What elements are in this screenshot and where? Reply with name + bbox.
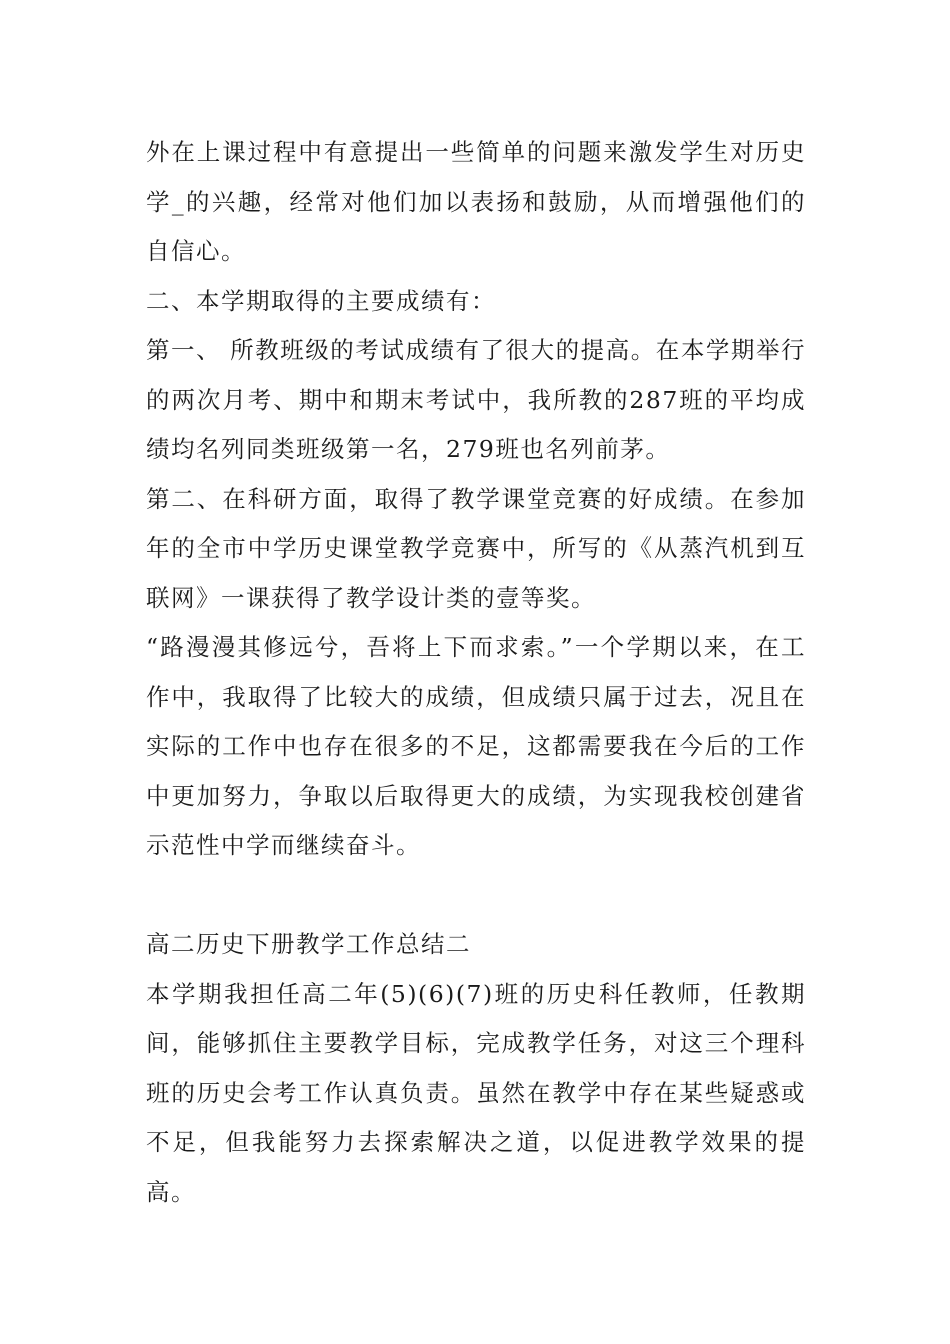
paragraph-achievements-heading: 二、本学期取得的主要成绩有： xyxy=(146,286,496,315)
section-title: 高二历史下册教学工作总结二 xyxy=(146,930,471,958)
paragraph-first-achievement: 第一、 所教班级的考试成绩有了很大的提高。在本学期举行的两次月考、期中和期末考试中，我所教的287班的平均成绩均名列同类班级第一名，279班也名列前茅。 xyxy=(146,336,806,463)
paragraph-section-intro: 本学期我担任高二年(5)(6)(7)班的历史科任教师，任教期间，能够抓住主要教学目标，完成教学任务，对这三个理科班的历史会考工作认真负责。虽然在教学中存在某些疑惑或不足，但我能努力去探索解决之道，以促进教学效果的提高。 xyxy=(146,979,806,1206)
paragraph-interest: 外在上课过程中有意提出一些简单的问题来激发学生对历史学_的兴趣，经常对他们加以表扬和鼓励，从而增强他们的自信心。 xyxy=(146,138,806,265)
paragraph-second-achievement: 第二、在科研方面，取得了教学课堂竞赛的好成绩。在参加年的全市中学历史课堂教学竞赛中，所写的《从蒸汽机到互联网》一课获得了教学设计类的壹等奖。 xyxy=(146,484,806,612)
document-body xyxy=(146,128,806,1217)
paragraph-conclusion: “路漫漫其修远兮，吾将上下而求索。”一个学期以来，在工作中，我取得了比较大的成绩，但成绩只属于过去，况且在实际的工作中也存在很多的不足，这都需要我在今后的工作中更加努力，争取以后取得更大的成绩，为实现我校创建省示范性中学而继续奋斗。 xyxy=(146,633,806,859)
section-spacer xyxy=(146,871,806,921)
